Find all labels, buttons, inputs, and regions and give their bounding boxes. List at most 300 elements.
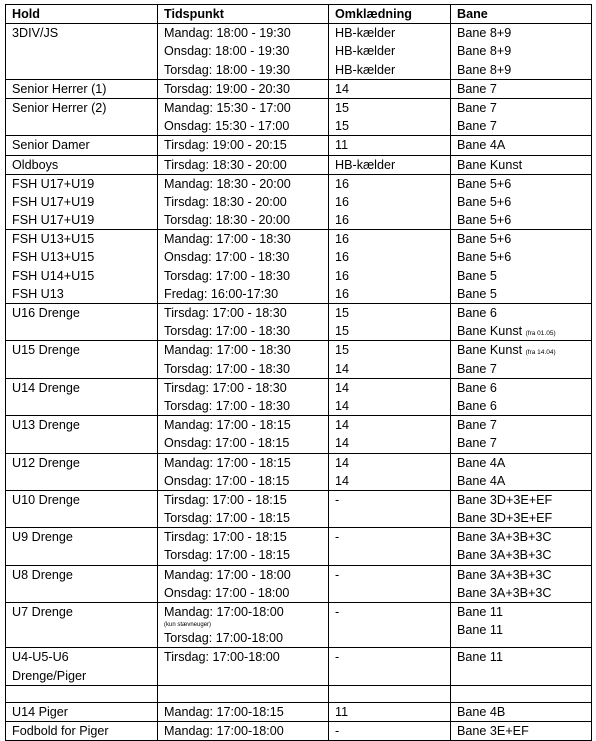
hold-line <box>12 211 157 229</box>
tidspunkt-line <box>164 416 328 434</box>
bane-line <box>457 193 591 211</box>
bane-text: Bane 3D+3E+EF <box>457 511 553 526</box>
tidspunkt-text: Mandag: 17:00-18:00 <box>164 723 284 738</box>
bane-text: Bane Kunst <box>457 343 523 358</box>
omklaedning-cell <box>329 702 451 721</box>
tidspunkt-line <box>164 136 328 154</box>
omklaedning-text: - <box>335 530 340 545</box>
bane-cell <box>451 603 592 648</box>
table-row <box>6 685 592 702</box>
omklaedning-text: 15 <box>335 306 350 321</box>
tidspunkt-line <box>164 175 328 193</box>
bane-cell <box>451 230 592 304</box>
omklaedning-cell <box>329 136 451 155</box>
tidspunkt-text: Tirsdag: 17:00 - 18:30 <box>164 380 287 395</box>
bane-date-note: (fra 14.04) <box>525 349 556 357</box>
bane-line <box>457 211 591 229</box>
bane-cell <box>451 341 592 378</box>
tidspunkt-cell <box>158 565 329 602</box>
omklaedning-line <box>335 416 450 434</box>
bane-line <box>457 230 591 248</box>
omklaedning-cell <box>329 685 451 702</box>
tidspunkt-cell <box>158 98 329 135</box>
omklaedning-line <box>335 61 450 79</box>
omklaedning-text: 14 <box>335 81 350 96</box>
bane-line <box>457 267 591 285</box>
bane-line <box>457 722 591 740</box>
omklaedning-text: - <box>335 567 340 582</box>
tidspunkt-line <box>164 722 328 740</box>
bane-cell <box>451 453 592 490</box>
tidspunkt-cell <box>158 528 329 565</box>
header-bane: Bane <box>451 5 592 24</box>
bane-text: Bane 6 <box>457 398 497 413</box>
omklaedning-text: HB-kælder <box>335 26 396 41</box>
omklaedning-cell <box>329 603 451 648</box>
omklaedning-text: 14 <box>335 455 350 470</box>
omklaedning-line <box>335 285 450 303</box>
tidspunkt-cell <box>158 685 329 702</box>
tidspunkt-cell <box>158 79 329 98</box>
bane-text: Bane 3E+EF <box>457 723 529 738</box>
tidspunkt-text: Onsdag: 17:00 - 18:15 <box>164 473 290 488</box>
table-row <box>6 155 592 174</box>
tidspunkt-text: Mandag: 17:00 - 18:30 <box>164 343 291 358</box>
omklaedning-line <box>335 193 450 211</box>
tidspunkt-line <box>164 211 328 229</box>
omklaedning-text: HB-kælder <box>335 44 396 59</box>
tidspunkt-line <box>164 629 328 647</box>
tidspunkt-text: Mandag: 17:00-18:15 <box>164 704 284 719</box>
bane-cell <box>451 136 592 155</box>
bane-text: Bane 7 <box>457 119 497 134</box>
tidspunkt-cell <box>158 230 329 304</box>
hold-line <box>12 491 157 509</box>
tidspunkt-text: Torsdag: 17:00-18:00 <box>164 631 284 646</box>
hold-cell <box>6 174 158 230</box>
tidspunkt-line <box>164 24 328 42</box>
hold-cell <box>6 378 158 415</box>
hold-cell <box>6 416 158 453</box>
bane-text: Bane 7 <box>457 100 497 115</box>
bane-text: Bane 7 <box>457 436 497 451</box>
tidspunkt-cell <box>158 174 329 230</box>
tidspunkt-text: Torsdag: 17:00 - 18:30 <box>164 398 291 413</box>
omklaedning-cell <box>329 565 451 602</box>
hold-line <box>12 248 157 266</box>
tidspunkt-text: Torsdag: 18:00 - 19:30 <box>164 62 291 77</box>
omklaedning-text: 14 <box>335 380 350 395</box>
bane-line <box>457 341 591 359</box>
bane-line <box>457 360 591 378</box>
tidspunkt-text: Torsdag: 17:00 - 18:30 <box>164 361 291 376</box>
bane-cell <box>451 416 592 453</box>
tidspunkt-text: Mandag: 17:00 - 18:15 <box>164 418 291 433</box>
bane-text: Bane 5+6 <box>457 213 512 228</box>
tidspunkt-line <box>164 193 328 211</box>
omklaedning-text: 11 <box>335 138 349 153</box>
bane-text: Bane 7 <box>457 81 497 96</box>
tidspunkt-text: Torsdag: 18:30 - 20:00 <box>164 213 291 228</box>
hold-text: U14 Drenge <box>12 380 80 395</box>
omklaedning-line <box>335 267 450 285</box>
table-row <box>6 721 592 740</box>
hold-line <box>12 285 157 303</box>
hold-cell <box>6 155 158 174</box>
hold-cell <box>6 490 158 527</box>
omklaedning-cell <box>329 378 451 415</box>
kun-staevneuger-note: (kun stævneuger) <box>164 622 212 629</box>
table-row <box>6 24 592 80</box>
tidspunkt-line <box>164 341 328 359</box>
bane-cell <box>451 79 592 98</box>
tidspunkt-text: Onsdag: 18:00 - 19:30 <box>164 44 290 59</box>
omklaedning-line <box>335 397 450 415</box>
omklaedning-line <box>335 722 450 740</box>
hold-line <box>12 24 157 42</box>
omklaedning-text: - <box>335 723 340 738</box>
hold-line <box>12 703 157 721</box>
hold-line <box>12 528 157 546</box>
omklaedning-line <box>335 24 450 42</box>
hold-text: Drenge/Piger <box>12 668 87 683</box>
omklaedning-line <box>335 117 450 135</box>
tidspunkt-line <box>164 472 328 490</box>
bane-line <box>457 248 591 266</box>
bane-text: Bane 3A+3B+3C <box>457 530 552 545</box>
tidspunkt-line <box>164 566 328 584</box>
omklaedning-line <box>335 304 450 322</box>
hold-cell <box>6 702 158 721</box>
hold-text: FSH U17+U19 <box>12 194 95 209</box>
tidspunkt-text: Mandag: 17:00 - 18:00 <box>164 567 291 582</box>
omklaedning-cell <box>329 490 451 527</box>
bane-line <box>457 491 591 509</box>
bane-line <box>457 136 591 154</box>
omklaedning-cell <box>329 648 451 685</box>
bane-line <box>457 703 591 721</box>
bane-cell <box>451 648 592 685</box>
tidspunkt-cell <box>158 136 329 155</box>
hold-line <box>12 341 157 359</box>
omklaedning-text: 14 <box>335 398 350 413</box>
bane-line <box>457 472 591 490</box>
omklaedning-text: 14 <box>335 418 350 433</box>
omklaedning-text: 16 <box>335 232 350 247</box>
tidspunkt-cell <box>158 603 329 648</box>
tidspunkt-text: Onsdag: 17:00 - 18:30 <box>164 250 290 265</box>
tidspunkt-line <box>164 648 328 666</box>
bane-line <box>457 42 591 60</box>
bane-text: Bane 5+6 <box>457 194 512 209</box>
bane-line <box>457 434 591 452</box>
bane-line <box>457 61 591 79</box>
tidspunkt-line <box>164 528 328 546</box>
tidspunkt-cell <box>158 24 329 80</box>
tidspunkt-text: Mandag: 17:00-18:00 <box>164 605 284 620</box>
omklaedning-text: 11 <box>335 704 349 719</box>
omklaedning-cell <box>329 453 451 490</box>
omklaedning-line <box>335 248 450 266</box>
tidspunkt-line <box>164 584 328 602</box>
table-row <box>6 528 592 565</box>
tidspunkt-cell <box>158 721 329 740</box>
tidspunkt-line <box>164 42 328 60</box>
bane-text: Bane 8+9 <box>457 44 512 59</box>
bane-cell <box>451 702 592 721</box>
hold-text: Oldboys <box>12 157 59 172</box>
bane-cell <box>451 304 592 341</box>
tidspunkt-line <box>164 304 328 322</box>
tidspunkt-line <box>164 117 328 135</box>
omklaedning-line <box>335 379 450 397</box>
omklaedning-cell <box>329 174 451 230</box>
tidspunkt-line <box>164 285 328 303</box>
hold-text: FSH U17+U19 <box>12 176 95 191</box>
bane-text: Bane 5+6 <box>457 232 512 247</box>
omklaedning-text: 14 <box>335 473 350 488</box>
bane-line <box>457 603 591 621</box>
omklaedning-text: 15 <box>335 100 350 115</box>
bane-text: Bane Kunst <box>457 157 523 172</box>
hold-cell <box>6 341 158 378</box>
tidspunkt-line <box>164 491 328 509</box>
tidspunkt-text: Onsdag: 15:30 - 17:00 <box>164 119 290 134</box>
omklaedning-text: HB-kælder <box>335 157 396 172</box>
bane-cell <box>451 721 592 740</box>
omklaedning-line <box>335 156 450 174</box>
tidspunkt-cell <box>158 453 329 490</box>
tidspunkt-line <box>164 379 328 397</box>
hold-line <box>12 566 157 584</box>
hold-line <box>12 667 157 685</box>
tidspunkt-text: Torsdag: 17:00 - 18:30 <box>164 268 291 283</box>
bane-text: Bane 7 <box>457 361 497 376</box>
tidspunkt-line <box>164 397 328 415</box>
bane-text: Bane 4B <box>457 704 506 719</box>
omklaedning-text: 16 <box>335 286 350 301</box>
omklaedning-line <box>335 454 450 472</box>
omklaedning-cell <box>329 79 451 98</box>
omklaedning-line <box>335 603 450 621</box>
table-row <box>6 98 592 135</box>
bane-text: Bane 11 <box>457 650 503 665</box>
omklaedning-line <box>335 42 450 60</box>
bane-text: Bane 4A <box>457 138 506 153</box>
hold-text: Fodbold for Piger <box>12 723 109 738</box>
tidspunkt-text: Mandag: 18:00 - 19:30 <box>164 26 291 41</box>
hold-text: U7 Drenge <box>12 605 73 620</box>
tidspunkt-text: Fredag: 16:00-17:30 <box>164 286 279 301</box>
omklaedning-text: - <box>335 605 340 620</box>
bane-line <box>457 528 591 546</box>
omklaedning-cell <box>329 528 451 565</box>
bane-line <box>457 175 591 193</box>
bane-line <box>457 546 591 564</box>
tidspunkt-cell <box>158 155 329 174</box>
bane-line <box>457 566 591 584</box>
hold-cell <box>6 24 158 80</box>
tidspunkt-text: Mandag: 17:00 - 18:15 <box>164 455 291 470</box>
table-row <box>6 565 592 602</box>
bane-text: Bane 8+9 <box>457 62 512 77</box>
bane-cell <box>451 98 592 135</box>
bane-line <box>457 648 591 666</box>
hold-line <box>12 99 157 117</box>
header-tidspunkt: Tidspunkt <box>158 5 329 24</box>
bane-text: Bane Kunst <box>457 324 523 339</box>
hold-line <box>12 156 157 174</box>
bane-text: Bane 5 <box>457 286 497 301</box>
bane-text: Bane 5+6 <box>457 176 512 191</box>
tidspunkt-text: Tirsdag: 17:00-18:00 <box>164 650 280 665</box>
hold-text: FSH U13+U15 <box>12 250 95 265</box>
hold-cell <box>6 98 158 135</box>
hold-line <box>12 722 157 740</box>
omklaedning-text: 15 <box>335 324 350 339</box>
schedule-body <box>6 24 592 741</box>
bane-line <box>457 117 591 135</box>
hold-text: U9 Drenge <box>12 530 73 545</box>
omklaedning-line <box>335 528 450 546</box>
tidspunkt-text: Tirsdag: 17:00 - 18:30 <box>164 306 287 321</box>
bane-text: Bane 4A <box>457 455 506 470</box>
bane-line <box>457 322 591 340</box>
tidspunkt-line <box>164 360 328 378</box>
omklaedning-text: 14 <box>335 436 350 451</box>
tidspunkt-text: Torsdag: 17:00 - 18:30 <box>164 324 291 339</box>
tidspunkt-text: Mandag: 17:00 - 18:30 <box>164 232 291 247</box>
bane-cell <box>451 528 592 565</box>
hold-line <box>12 379 157 397</box>
bane-line <box>457 156 591 174</box>
omklaedning-line <box>335 80 450 98</box>
hold-cell <box>6 721 158 740</box>
hold-text: Senior Damer <box>12 138 90 153</box>
tidspunkt-text: Tirsdag: 17:00 - 18:15 <box>164 530 287 545</box>
omklaedning-text: 16 <box>335 194 350 209</box>
table-row <box>6 136 592 155</box>
tidspunkt-text: Tirsdag: 18:30 - 20:00 <box>164 194 287 209</box>
bane-text: Bane 11 <box>457 605 503 620</box>
omklaedning-text: - <box>335 492 340 507</box>
table-row <box>6 648 592 685</box>
tidspunkt-text: Tirsdag: 18:30 - 20:00 <box>164 157 287 172</box>
tidspunkt-text: Tirsdag: 19:00 - 20:15 <box>164 138 287 153</box>
bane-text: Bane 3D+3E+EF <box>457 492 553 507</box>
bane-line <box>457 509 591 527</box>
bane-cell <box>451 155 592 174</box>
table-row <box>6 416 592 453</box>
hold-line <box>12 193 157 211</box>
tidspunkt-line <box>164 248 328 266</box>
table-row <box>6 603 592 648</box>
hold-text: U12 Drenge <box>12 455 80 470</box>
tidspunkt-cell <box>158 648 329 685</box>
hold-cell <box>6 79 158 98</box>
table-row <box>6 453 592 490</box>
omklaedning-cell <box>329 721 451 740</box>
omklaedning-cell <box>329 416 451 453</box>
omklaedning-text: 16 <box>335 176 350 191</box>
tidspunkt-text: Torsdag: 19:00 - 20:30 <box>164 81 291 96</box>
bane-text: Bane 4A <box>457 473 506 488</box>
table-row <box>6 378 592 415</box>
hold-cell <box>6 685 158 702</box>
table-row <box>6 702 592 721</box>
omklaedning-line <box>335 472 450 490</box>
tidspunkt-line <box>164 603 328 621</box>
omklaedning-cell <box>329 230 451 304</box>
table-row <box>6 174 592 230</box>
omklaedning-line <box>335 566 450 584</box>
hold-line <box>12 80 157 98</box>
omklaedning-text: 15 <box>335 343 350 358</box>
tidspunkt-text: Torsdag: 17:00 - 18:15 <box>164 511 291 526</box>
bane-cell <box>451 565 592 602</box>
tidspunkt-line <box>164 61 328 79</box>
hold-text: U14 Piger <box>12 704 69 719</box>
omklaedning-text: 14 <box>335 361 350 376</box>
training-schedule-table <box>5 4 592 741</box>
omklaedning-text: HB-kælder <box>335 62 396 77</box>
hold-text: FSH U14+U15 <box>12 268 95 283</box>
hold-text: U10 Drenge <box>12 492 80 507</box>
header-omklaedning: Omklædning <box>329 5 451 24</box>
tidspunkt-cell <box>158 702 329 721</box>
hold-text: Senior Herrer (2) <box>12 100 107 115</box>
omklaedning-cell <box>329 98 451 135</box>
tidspunkt-line <box>164 230 328 248</box>
omklaedning-line <box>335 230 450 248</box>
bane-line <box>457 397 591 415</box>
hold-line <box>12 304 157 322</box>
hold-text: U13 Drenge <box>12 418 80 433</box>
bane-text: Bane 5+6 <box>457 250 512 265</box>
bane-cell <box>451 685 592 702</box>
omklaedning-cell <box>329 341 451 378</box>
omklaedning-text: 16 <box>335 250 350 265</box>
bane-line <box>457 416 591 434</box>
bane-cell <box>451 174 592 230</box>
bane-text: Bane 3A+3B+3C <box>457 567 552 582</box>
table-row <box>6 79 592 98</box>
omklaedning-line <box>335 211 450 229</box>
tidspunkt-line <box>164 434 328 452</box>
tidspunkt-line <box>164 509 328 527</box>
hold-cell <box>6 453 158 490</box>
bane-text: Bane 6 <box>457 380 497 395</box>
omklaedning-text: 15 <box>335 119 350 134</box>
hold-text: FSH U13 <box>12 286 64 301</box>
tidspunkt-line <box>164 156 328 174</box>
omklaedning-line <box>335 360 450 378</box>
tidspunkt-text: Tirsdag: 17:00 - 18:15 <box>164 492 287 507</box>
omklaedning-text: 16 <box>335 213 350 228</box>
bane-line <box>457 304 591 322</box>
hold-line <box>12 136 157 154</box>
hold-text: FSH U13+U15 <box>12 232 95 247</box>
hold-line <box>12 175 157 193</box>
hold-cell <box>6 136 158 155</box>
bane-line <box>457 454 591 472</box>
omklaedning-line <box>335 99 450 117</box>
omklaedning-line <box>335 175 450 193</box>
hold-text: FSH U17+U19 <box>12 213 95 228</box>
omklaedning-line <box>335 703 450 721</box>
tidspunkt-line <box>164 454 328 472</box>
tidspunkt-cell <box>158 304 329 341</box>
